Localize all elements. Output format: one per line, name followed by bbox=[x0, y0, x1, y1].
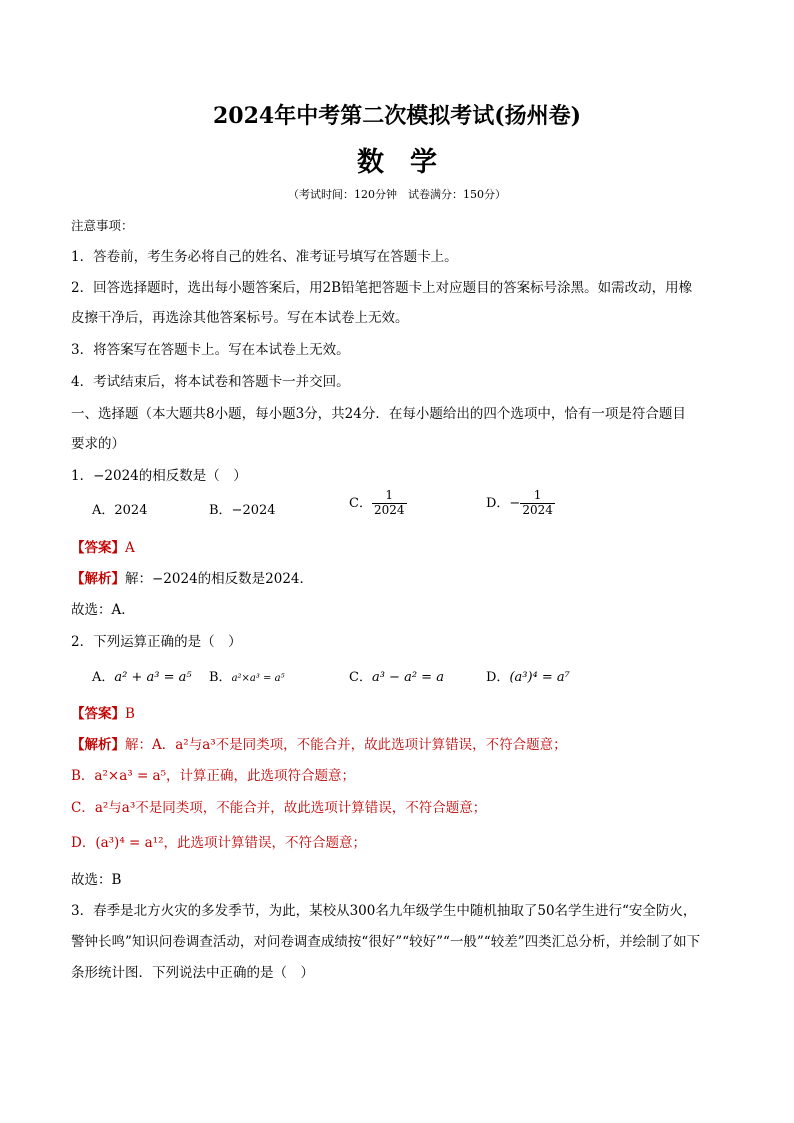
option-prefix: A． bbox=[92, 670, 115, 685]
fraction-denominator: 2024 bbox=[373, 502, 405, 517]
option-math: a²×a³ = a⁵ bbox=[231, 673, 285, 684]
question-1-stem: 1．−2024的相反数是（ ） bbox=[71, 468, 247, 484]
q2-analysis-d: D．(a³)⁴ = a¹²，此选项计算错误，不符合题意； bbox=[71, 835, 366, 851]
q2-analysis-a bbox=[71, 733, 567, 753]
q1-option-c bbox=[349, 489, 407, 518]
answer-value: A bbox=[125, 540, 135, 556]
q1-answer bbox=[71, 536, 135, 556]
exam-title: 2024年中考第二次模拟考试(扬州卷) bbox=[212, 103, 582, 129]
q1-option-c-prefix: C． bbox=[349, 495, 372, 511]
notes-heading: 注意事项： bbox=[71, 218, 134, 233]
analysis-label: 【解析】 bbox=[71, 571, 125, 587]
question-3-stem-cont: 警钟长鸣”知识问卷调查活动，对问卷调查成绩按“很好”“较好”“一般”“较差”四类汇总分析，并绘制了如下 bbox=[71, 934, 701, 950]
subject-title: 数学 bbox=[357, 147, 463, 178]
q2-option-a bbox=[92, 666, 192, 685]
answer-label: 【答案】 bbox=[71, 706, 125, 722]
q1-option-b: B．−2024 bbox=[209, 503, 276, 518]
analysis-text: 解：−2024的相反数是2024． bbox=[125, 571, 314, 587]
q1-option-d bbox=[486, 489, 555, 518]
note-item: 3．将答案写在答题卡上。写在本试卷上无效。 bbox=[71, 342, 350, 358]
q2-answer bbox=[71, 702, 135, 722]
note-item: 皮擦干净后，再选涂其他答案标号。写在本试卷上无效。 bbox=[71, 310, 409, 326]
q2-conclusion: 故选：B bbox=[71, 872, 122, 888]
q2-option-d bbox=[486, 666, 570, 685]
time-info: （考试时间：120分钟 试卷满分：150分） bbox=[288, 188, 506, 201]
q2-option-b bbox=[209, 666, 285, 685]
section-heading-cont: 要求的） bbox=[71, 436, 125, 452]
analysis-label: 【解析】 bbox=[71, 737, 125, 753]
option-prefix: C． bbox=[349, 670, 372, 685]
option-math: a² + a³ = a⁵ bbox=[114, 670, 192, 685]
q1-option-d-prefix: D．− bbox=[486, 495, 521, 511]
fraction-denominator: 2024 bbox=[522, 502, 553, 517]
fraction bbox=[372, 489, 407, 518]
option-prefix: B． bbox=[209, 670, 232, 685]
note-item: 1．答卷前，考生务必将自己的姓名、准考证号填写在答题卡上。 bbox=[71, 249, 458, 265]
analysis-text: 解：A．a²与a³不是同类项，不能合并，故此选项计算错误，不符合题意； bbox=[125, 737, 567, 753]
question-2-stem: 2．下列运算正确的是（ ） bbox=[71, 634, 242, 650]
answer-value: B bbox=[125, 706, 135, 722]
q1-analysis bbox=[71, 567, 313, 587]
q1-option-a: A．2024 bbox=[92, 503, 148, 518]
question-3-stem-cont: 条形统计图．下列说法中正确的是（ ） bbox=[71, 965, 314, 981]
question-3-stem: 3．春季是北方火灾的多发季节，为此，某校从300名九年级学生中随机抽取了50名学生进行“安全防火， bbox=[71, 903, 697, 919]
q2-analysis-c: C．a²与a³不是同类项，不能合并，故此选项计算错误，不符合题意； bbox=[71, 800, 487, 816]
note-item: 4．考试结束后，将本试卷和答题卡一并交回。 bbox=[71, 374, 350, 390]
answer-label: 【答案】 bbox=[71, 540, 125, 556]
fraction-numerator: 1 bbox=[533, 488, 542, 502]
note-item: 2．回答选择题时，选出每小题答案后，用2B铅笔把答题卡上对应题目的答案标号涂黑。如需改动，用橡 bbox=[71, 280, 693, 296]
q2-option-c bbox=[349, 666, 444, 685]
option-math: (a³)⁴ = a⁷ bbox=[509, 670, 570, 685]
option-prefix: D． bbox=[486, 670, 510, 685]
option-math: a³ − a² = a bbox=[371, 670, 444, 685]
q1-conclusion: 故选：A． bbox=[71, 602, 135, 618]
section-heading: 一、选择题（本大题共8小题，每小题3分，共24分．在每小题给出的四个选项中，恰有一项是符合题目 bbox=[71, 406, 686, 422]
fraction bbox=[520, 489, 555, 518]
fraction-numerator: 1 bbox=[385, 488, 394, 502]
q2-analysis-b: B．a²×a³ = a⁵，计算正确，此选项符合题意； bbox=[71, 768, 356, 784]
